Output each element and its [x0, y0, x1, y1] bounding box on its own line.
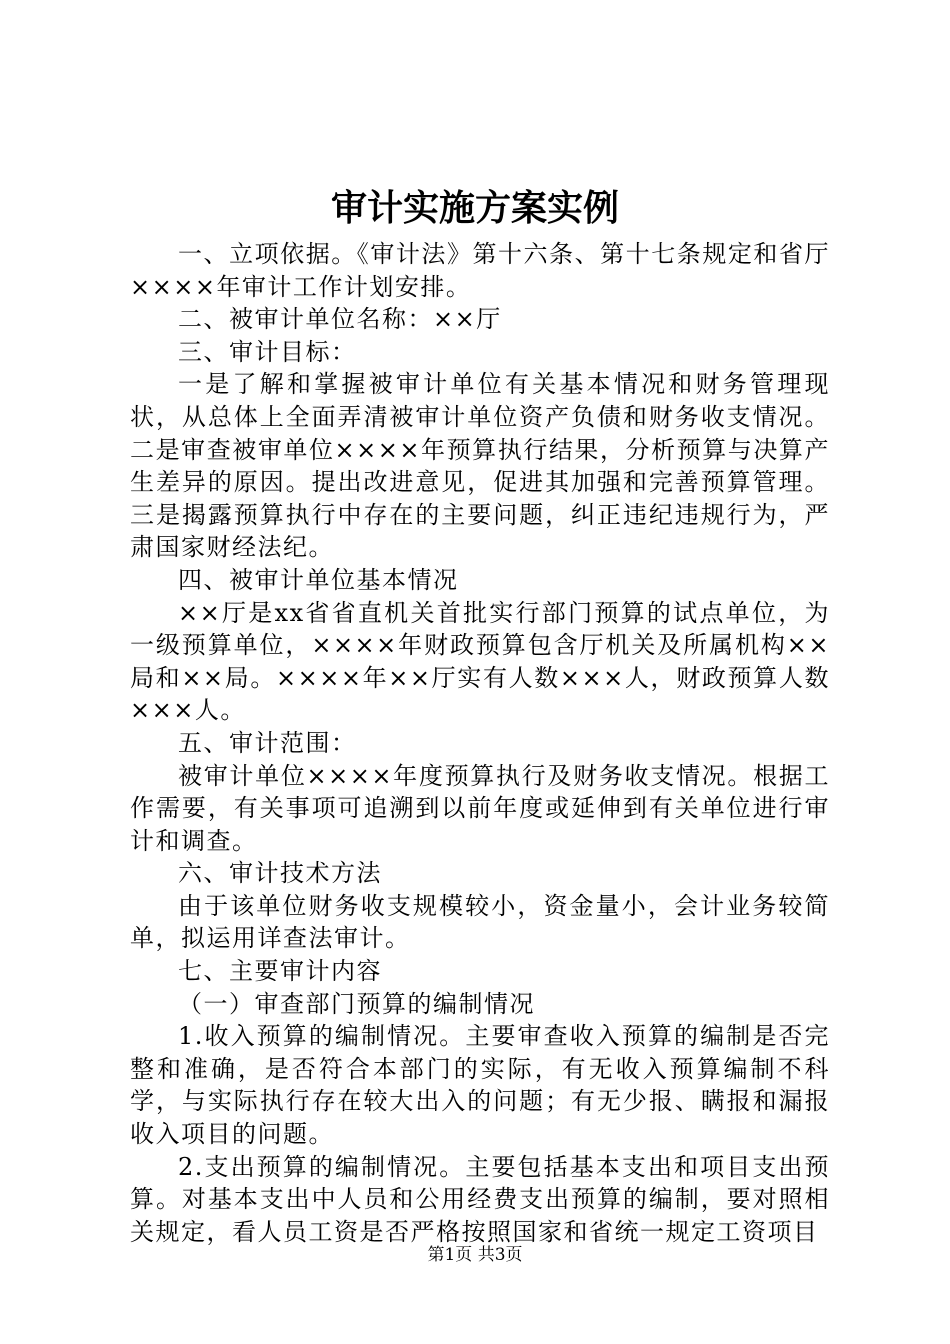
- page-title: 审计实施方案实例: [330, 187, 619, 229]
- paragraph-unit-name: 二、被审计单位名称：××厅: [178, 305, 502, 334]
- paragraph-content-heading: 七、主要审计内容: [178, 957, 382, 986]
- paragraph-method: 由于该单位财务收支规模较小，资金量小，会计业务较简单，拟运用详查法审计。: [130, 891, 830, 953]
- paragraph-basic-info-heading: 四、被审计单位基本情况: [178, 565, 459, 594]
- paragraph-subheading-budget: （一）审查部门预算的编制情况: [178, 989, 535, 1018]
- paragraph-scope: 被审计单位××××年度预算执行及财务收支情况。根据工作需要，有关事项可追溯到以前年度或延伸到有关单位进行审计和调查。: [130, 761, 830, 855]
- paragraph-scope-heading: 五、审计范围：: [178, 728, 357, 757]
- paragraph-method-heading: 六、审计技术方法: [178, 859, 382, 888]
- page-footer: 第1页 共3页: [427, 1245, 523, 1265]
- paragraph-income-budget: 1.收入预算的编制情况。主要审查收入预算的编制是否完整和准确，是否符合本部门的实际，有无收入预算编制不科学，与实际执行存在较大出入的问题；有无少报、瞒报和漏报收入项目的问题。: [130, 1022, 830, 1149]
- document-body: [130, 238, 830, 1248]
- paragraph-expense-budget: 2.支出预算的编制情况。主要包括基本支出和项目支出预算。对基本支出中人员和公用经费支出预算的编制，要对照相关规定，看人员工资是否严格按照国家和省统一规定工资项目: [130, 1152, 830, 1246]
- paragraph-objective: 一是了解和掌握被审计单位有关基本情况和财务管理现状，从总体上全面弄清被审计单位资产负债和财务收支情况。二是审查被审单位××××年预算执行结果，分析预算与决算产生差异的原因。提出改进意见，促进其加强和完善预算管理。三是揭露预算执行中存在的主要问题，纠正违纪违规行为，严肃国家财经法纪。: [130, 370, 830, 562]
- paragraph-basis: 一、立项依据。《审计法》第十六条、第十七条规定和省厅××××年审计工作计划安排。: [130, 240, 830, 301]
- paragraph-basic-info: ××厅是xx省省直机关首批实行部门预算的试点单位，为一级预算单位，××××年财政预算包含厅机关及所属机构××局和××局。××××年××厅实有人数×××人，财政预算人数×××人。: [130, 598, 830, 725]
- paragraph-objective-heading: 三、审计目标：: [178, 337, 357, 366]
